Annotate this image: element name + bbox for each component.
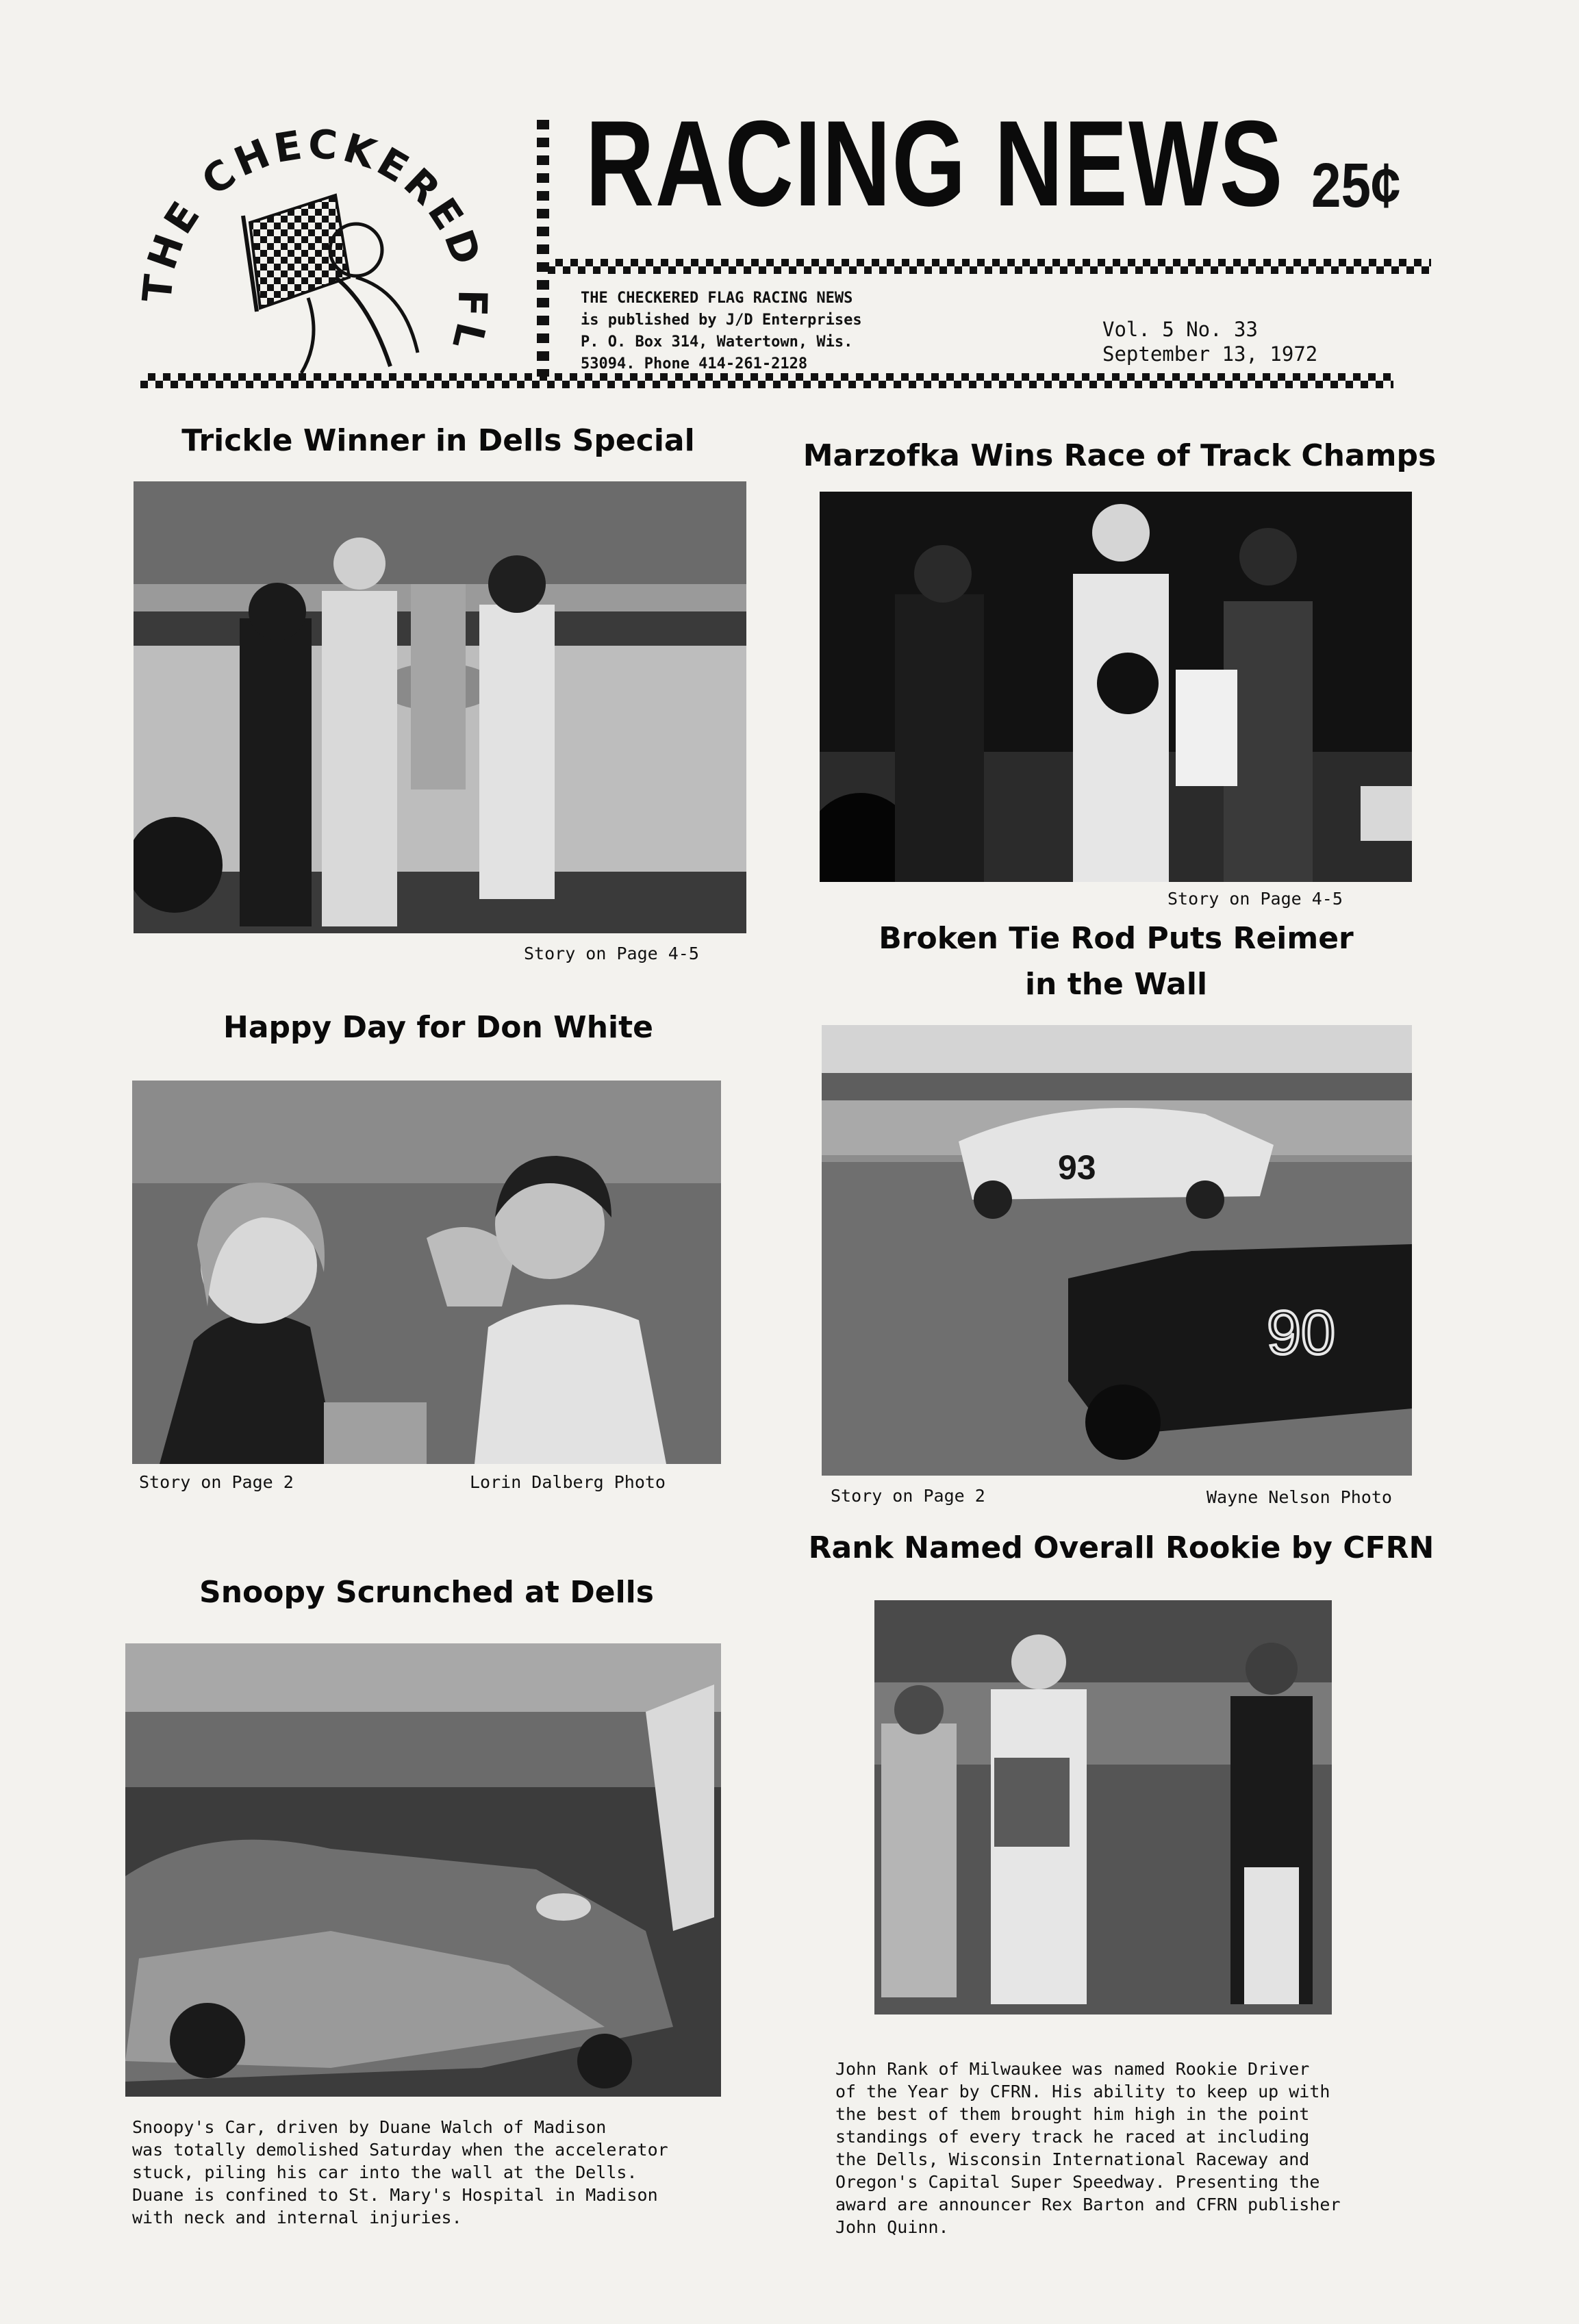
photo-rank-award [874, 1600, 1332, 2014]
caption-reimer-photo-credit: Wayne Nelson Photo [1207, 1487, 1392, 1507]
price: 25¢ [1311, 151, 1401, 220]
issue-info [1102, 317, 1317, 366]
caption-marzofka: Story on Page 4-5 [1167, 889, 1343, 909]
checkered-flag-logo [130, 120, 514, 394]
photo-trickle-victory-lane [134, 481, 746, 933]
flag-driver-illustration [243, 195, 418, 373]
publisher-info: THE CHECKERED FLAG RACING NEWS is published by J/D Enterprises P. O. Box 314, Watertown, Wis. 53094. Phone 414-261-2128 [581, 290, 862, 372]
photo-don-white-trophy [132, 1081, 721, 1464]
headline-rank: Rank Named Overall Rookie by CFRN [808, 1530, 1435, 1565]
car-number-90: 90 [1267, 1299, 1336, 1367]
headline-marzofka: Marzofka Wins Race of Track Champs [803, 438, 1437, 473]
volume-number: Vol. 5 No. 33 [1102, 318, 1258, 341]
headline-white: Happy Day for Don White [223, 1010, 653, 1045]
caption-rank: John Rank of Milwaukee was named Rookie Driver of the Year by CFRN. His ability to keep up with the best of them brought him high in the point standings of every track he raced at including the Dells, Wisconsin International Raceway and Oregon's Capital Super Speedway. Presenting the award are announcer Rex Barton and CFRN publisher John Quinn. [835, 2059, 1341, 2237]
caption-trickle: Story on Page 4-5 [524, 944, 699, 963]
headline-reimer-line1: Broken Tie Rod Puts Reimer [879, 921, 1354, 956]
logo-text: THE CHECKERED FL [134, 120, 496, 358]
masthead-checker-rule-bottom [140, 373, 1393, 388]
issue-date: September 13, 1972 [1102, 342, 1318, 366]
photo-marzofka-victory-lane [820, 492, 1412, 882]
headline-snoopy: Snoopy Scrunched at Dells [199, 1575, 654, 1610]
headline-trickle: Trickle Winner in Dells Special [181, 423, 695, 458]
masthead-title: RACING NEWS [585, 95, 1284, 231]
caption-reimer-story: Story on Page 2 [831, 1486, 985, 1506]
caption-white-photo-credit: Lorin Dalberg Photo [470, 1472, 666, 1492]
masthead-divider [537, 120, 549, 377]
photo-snoopy-wreck [125, 1643, 721, 2097]
car-number-93: 93 [1058, 1148, 1096, 1187]
headline-reimer-line2: in the Wall [1024, 967, 1208, 1002]
caption-snoopy: Snoopy's Car, driven by Duane Walch of Madison was totally demolished Saturday when the accelerator stuck, piling his car into the wall at the Dells. Duane is confined to St. Mary's Hospital in Madison with neck and internal injuries. [132, 2117, 668, 2227]
photo-reimer-wall-crash [822, 1025, 1412, 1476]
caption-white-story: Story on Page 2 [139, 1472, 294, 1492]
masthead-checker-rule-top [548, 259, 1431, 274]
